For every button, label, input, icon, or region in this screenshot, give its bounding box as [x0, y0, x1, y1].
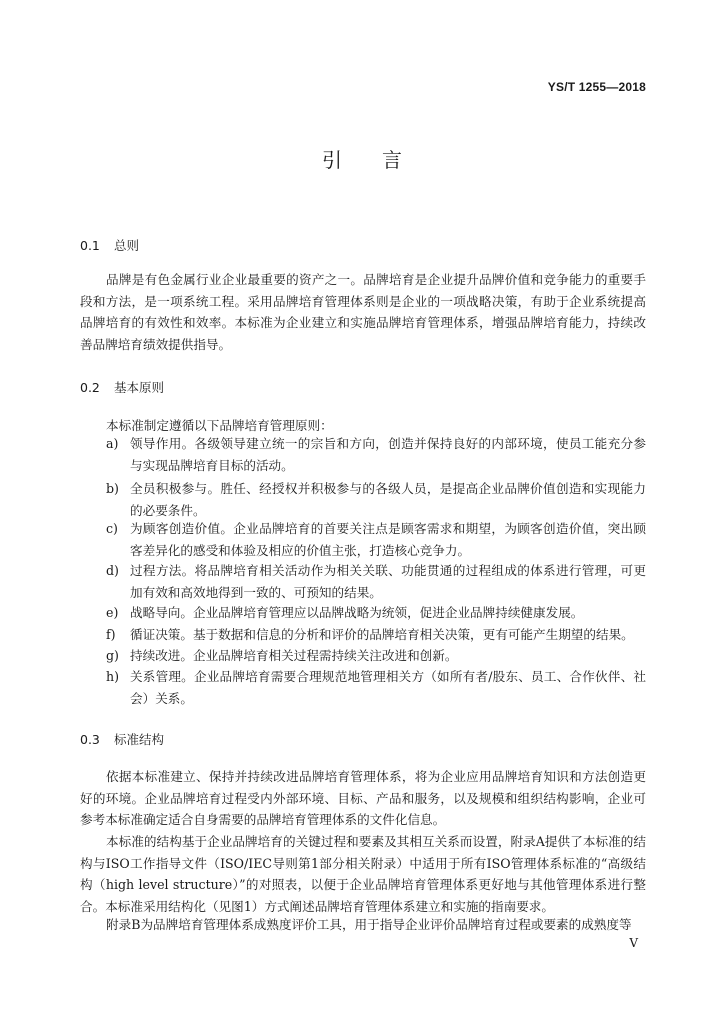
list-text: 关系管理。企业品牌培育需要合理规范地管理相关方（如所有者/股东、员工、合作伙伴、社会）关系。: [130, 669, 646, 706]
page-title: 引言: [322, 148, 442, 172]
paragraph-structure-3: 附录B为品牌培育管理体系成熟度评价工具，用于指导企业评价品牌培育过程或要素的成熟度等: [106, 917, 632, 932]
list-item: [106, 602, 646, 624]
paragraph-structure-1: 依据本标准建立、保持并持续改进品牌培育管理体系，将为企业应用品牌培育知识和方法创造更好的环境。企业品牌培育过程受内外部环境、目标、产品和服务，以及规模和组织结构影响，企业可参考本标准确定适合自身需要的品牌培育管理体系的文件化信息。: [80, 769, 646, 827]
section-number: 0.1: [80, 238, 100, 253]
section-title: 基本原则: [114, 380, 165, 395]
section-heading-principles: [80, 378, 164, 396]
list-text: 为顾客创造价值。企业品牌培育的首要关注点是顾客需求和期望，为顾客创造价值，突出顾客差异化的感受和体验及相应的价值主张，打造核心竞争力。: [130, 521, 646, 558]
paragraph-general: 品牌是有色金属行业企业最重要的资产之一。品牌培育是企业提升品牌价值和竞争能力的重要手段和方法，是一项系统工程。采用品牌培育管理体系则是企业的一项战略决策，有助于企业系统提高品牌培育的有效性和效率。本标准为企业建立和实施品牌培育管理体系，增强品牌培育能力，持续改善品牌培育绩效提供指导。: [80, 272, 646, 352]
list-item: [106, 560, 646, 603]
list-marker: a): [106, 436, 119, 451]
section-heading-structure: [80, 730, 164, 748]
list-text: 全员积极参与。胜任、经授权并积极参与的各级人员，是提高企业品牌价值创造和实现能力的必要条件。: [130, 481, 646, 518]
page-number: V: [629, 936, 638, 950]
list-marker: c): [106, 521, 118, 536]
list-marker: g): [106, 648, 119, 663]
list-text: 持续改进。企业品牌培育相关过程需持续关注改进和创新。: [130, 648, 458, 663]
section-heading-general: [80, 236, 139, 254]
list-marker: f): [106, 627, 116, 642]
list-marker: d): [106, 563, 119, 578]
list-marker: e): [106, 605, 119, 620]
list-marker: h): [106, 669, 120, 684]
list-text: 领导作用。各级领导建立统一的宗旨和方向，创造并保持良好的内部环境，使员工能充分参与实现品牌培育目标的活动。: [130, 436, 646, 473]
paragraph-structure-2: 本标准的结构基于企业品牌培育的关键过程和要素及其相互关系而设置，附录A提供了本标准的结构与ISO工作指导文件（ISO/IEC导则第1部分相关附录）中适用于所有ISO管理体系标准的“高级结构（high level structure）”的对照表，以便于企业品牌培育管理体系更好地与其他管理体系进行整合。本标准采用结构化（见图1）方式阐述品牌培育管理体系建立和实施的指南要求。: [80, 834, 646, 914]
list-item: [106, 645, 646, 667]
list-item: [106, 666, 646, 709]
list-text: 战略导向。企业品牌培育管理应以品牌战略为统领，促进企业品牌持续健康发展。: [130, 605, 584, 620]
list-item: [106, 624, 646, 646]
section-title: 标准结构: [114, 732, 165, 747]
list-item: [106, 518, 646, 561]
list-text: 循证决策。基于数据和信息的分析和评价的品牌培育相关决策，更有可能产生期望的结果。: [130, 627, 634, 642]
list-item: [106, 433, 646, 476]
section-number: 0.3: [80, 732, 100, 747]
standard-number: YS/T 1255—2018: [547, 80, 646, 94]
list-marker: b): [106, 481, 119, 496]
list-item: [106, 478, 646, 521]
section-number: 0.2: [80, 380, 100, 395]
list-text: 过程方法。将品牌培育相关活动作为相关关联、功能贯通的过程组成的体系进行管理，可更加有效和高效地得到一致的、可预知的结果。: [130, 563, 646, 600]
principles-intro: 本标准制定遵循以下品牌培育管理原则：: [106, 418, 333, 433]
section-title: 总则: [114, 238, 140, 253]
